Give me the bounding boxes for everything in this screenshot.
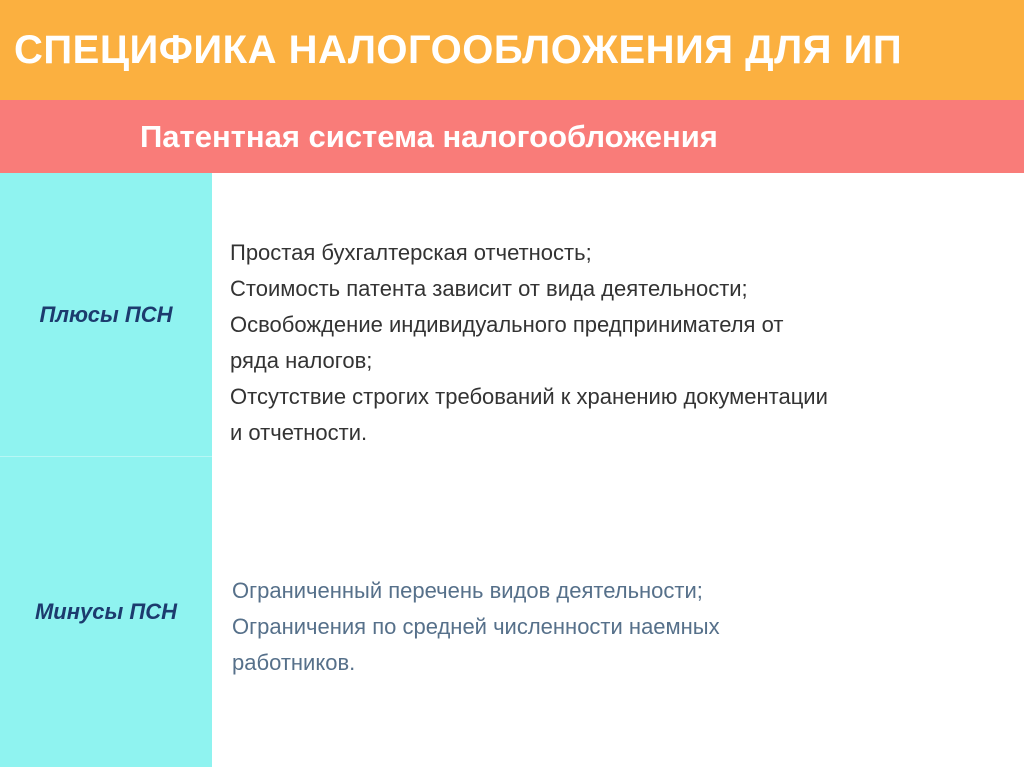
pros-line: ряда налогов;: [230, 348, 373, 373]
subtitle-bar: [0, 100, 1024, 173]
cons-list: [232, 573, 1012, 681]
pros-line: Простая бухгалтерская отчетность;: [230, 240, 592, 265]
cons-line: Ограничения по средней численности наемных: [232, 614, 720, 639]
pros-line: Освобождение индивидуального предпринимателя от: [230, 312, 784, 337]
pros-list: [230, 235, 1020, 451]
cons-line: работников.: [232, 650, 356, 675]
title-bar: [0, 0, 1024, 100]
cons-label: Минусы ПСН: [34, 598, 178, 624]
pros-label-cell: [0, 173, 212, 456]
label-column: [0, 173, 212, 767]
pros-label: Плюсы ПСН: [39, 301, 173, 327]
pros-line: и отчетности.: [230, 420, 368, 445]
cons-line: Ограниченный перечень видов деятельности;: [232, 578, 703, 603]
pros-line: Отсутствие строгих требований к хранению документации: [230, 384, 828, 409]
page-subtitle: Патентная система налогообложения: [140, 118, 718, 154]
cons-label-cell: [0, 456, 212, 767]
page-title: СПЕЦИФИКА НАЛОГООБЛОЖЕНИЯ ДЛЯ ИП: [14, 27, 903, 72]
pros-line: Стоимость патента зависит от вида деятельности;: [230, 276, 748, 301]
content-column: [212, 173, 1024, 767]
